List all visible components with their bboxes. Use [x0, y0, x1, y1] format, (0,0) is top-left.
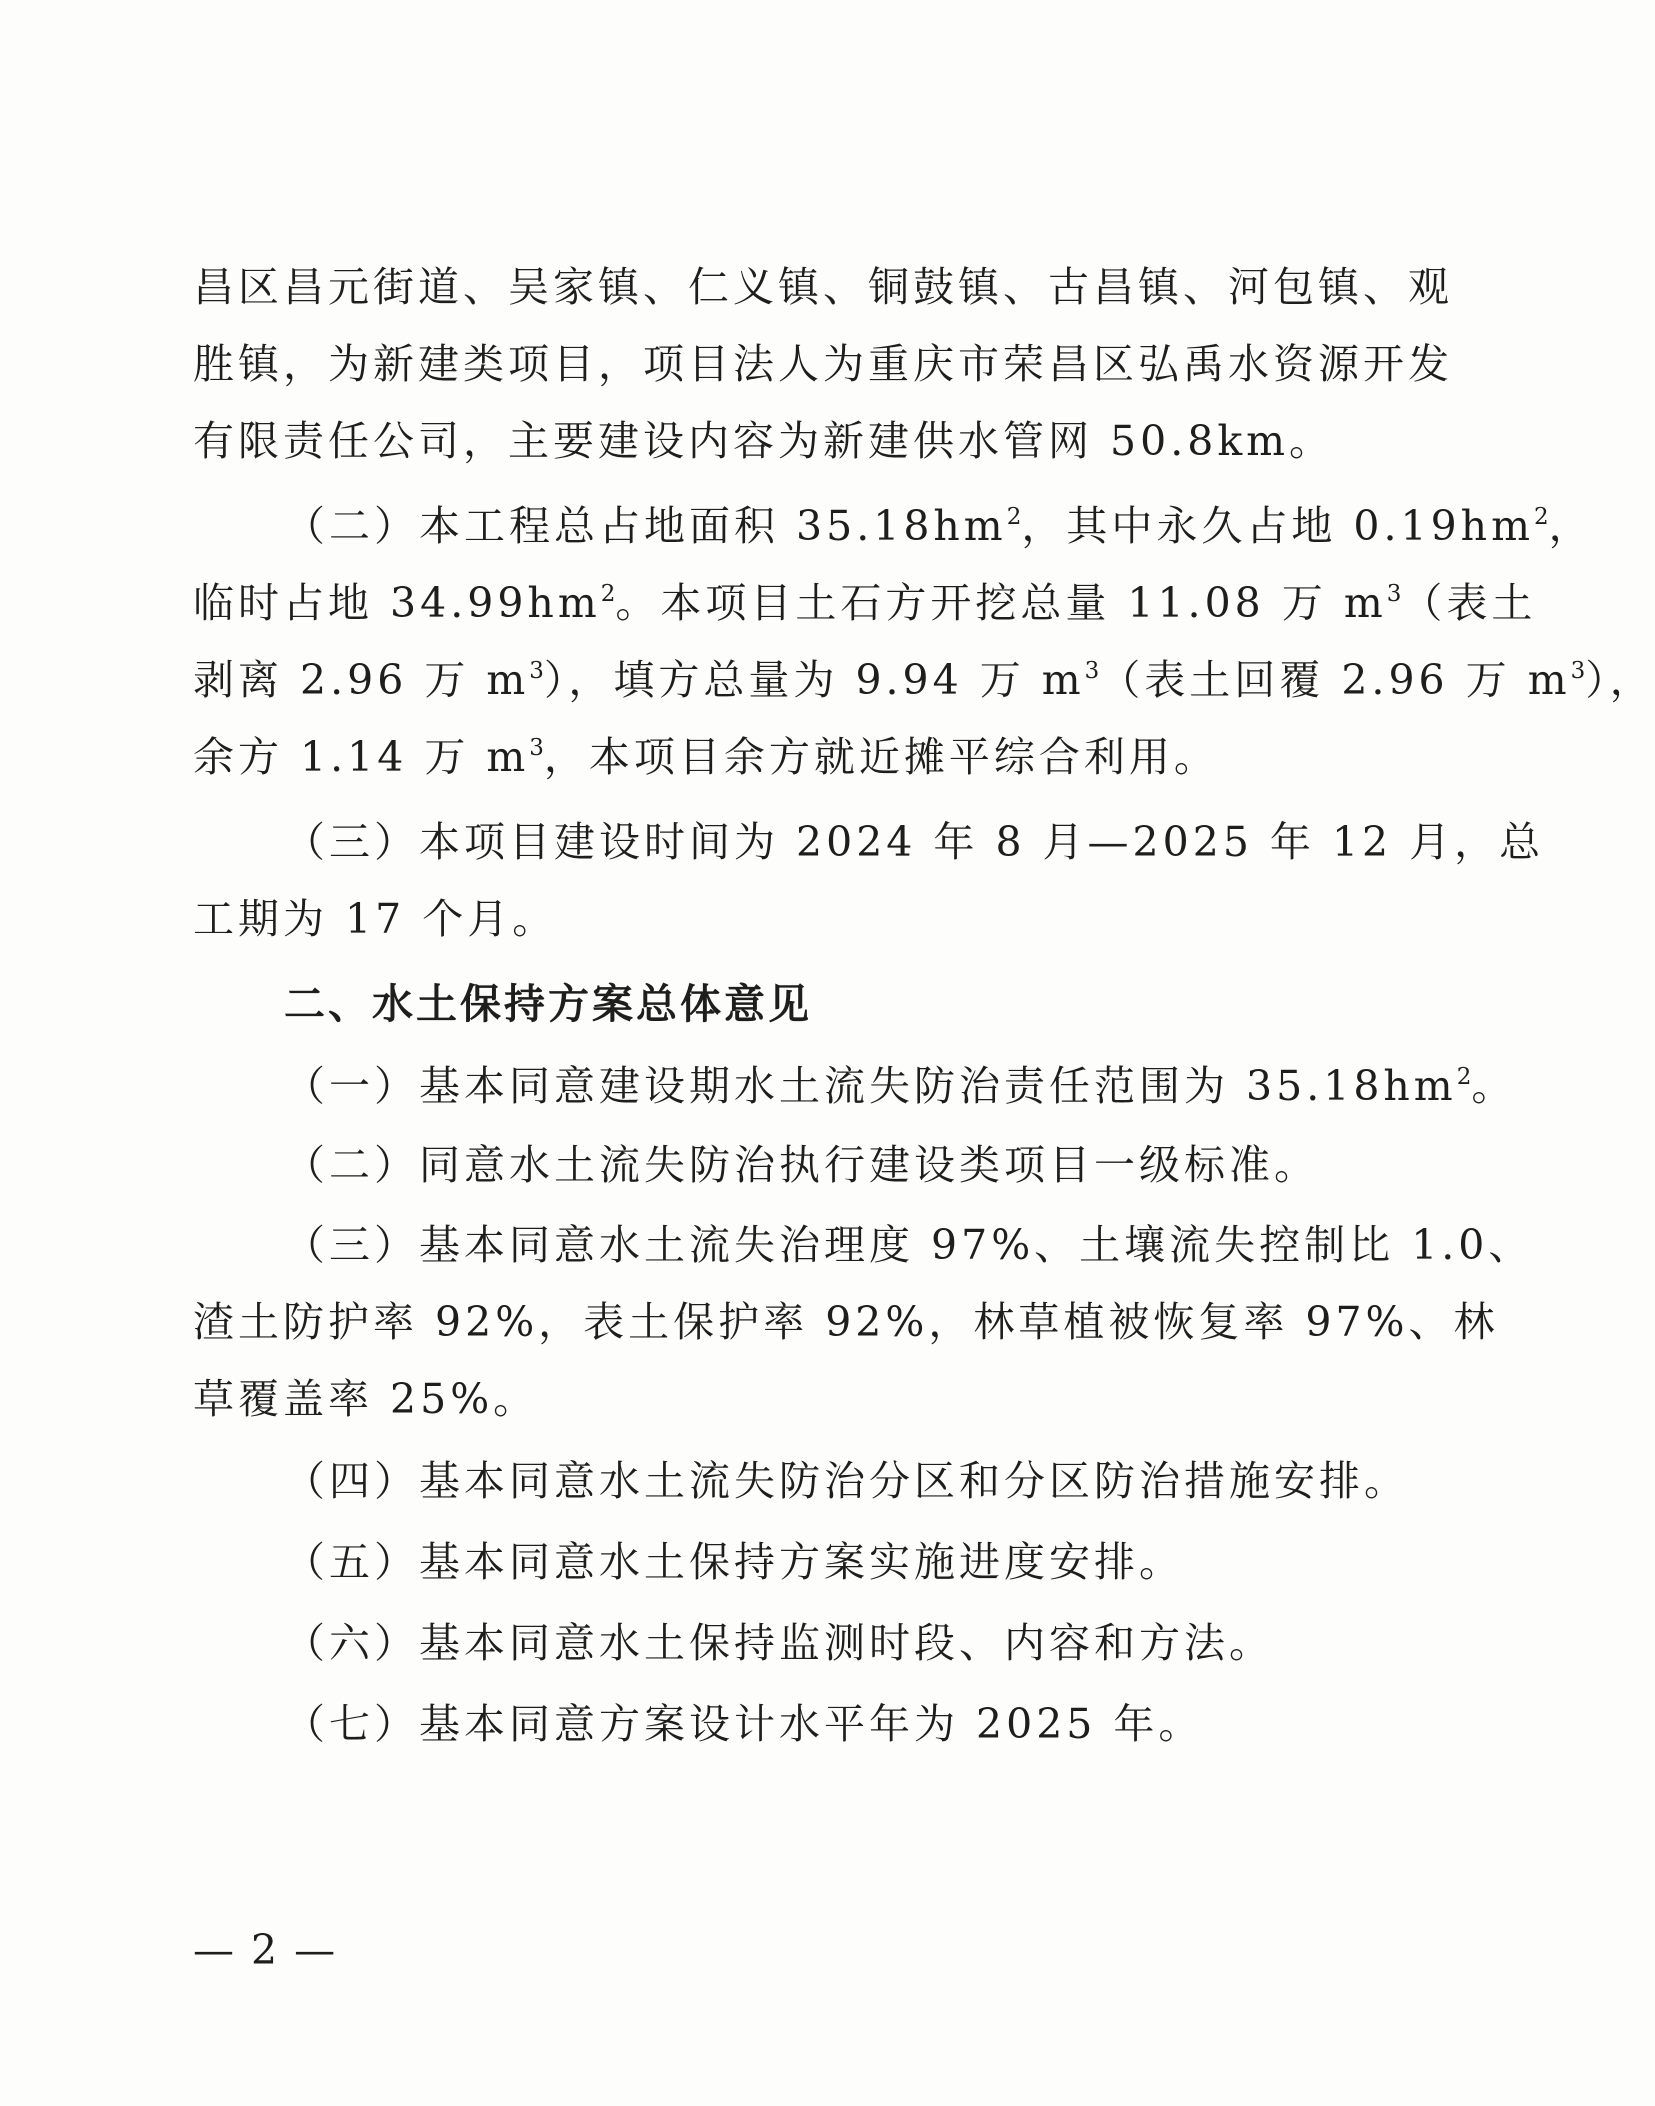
text-line: （七）基本同意方案设计水平年为 2025 年。 — [284, 1700, 1204, 1748]
text-line: （二）本工程总占地面积 $35.18hm^2$，其中永久占地 $0.19hm^2$， — [284, 502, 1594, 550]
text-line: （三）基本同意水土流失治理度 97%、土壤流失控制比 1.0、 — [284, 1221, 1534, 1269]
text-line: 临时占地 $34.99hm^2$。本项目土石方开挖总量 11.08 万 $m^3$（表土 — [193, 579, 1537, 627]
text-line: 昌区昌元街道、吴家镇、仁义镇、铜鼓镇、古昌镇、河包镇、观 — [193, 263, 1453, 311]
text-line: （五）基本同意水土保持方案实施进度安排。 — [284, 1538, 1184, 1586]
text-line: 草覆盖率 25%。 — [193, 1375, 539, 1423]
section-heading: 二、水土保持方案总体意见 — [284, 980, 812, 1028]
text-line: （一）基本同意建设期水土流失防治责任范围为 $35.18hm^2$。 — [284, 1062, 1517, 1110]
text-line: （四）基本同意水土流失防治分区和分区防治措施安排。 — [284, 1457, 1409, 1505]
text-line: （三）本项目建设时间为 2024 年 8 月—2025 年 12 月，总 — [284, 818, 1545, 866]
text-line: 剥离 2.96 万 $m^3$），填方总量为 9.94 万 $m^3$（表土回覆 2.96 万 $m^3$）， — [193, 656, 1655, 704]
text-line: （六）基本同意水土保持监测时段、内容和方法。 — [284, 1619, 1274, 1667]
text-line: 有限责任公司，主要建设内容为新建供水管网 50.8km。 — [193, 417, 1335, 465]
text-line: 余方 1.14 万 $m^3$，本项目余方就近摊平综合利用。 — [193, 733, 1219, 781]
page-number: — 2 — — [193, 1926, 338, 1974]
text-line: 渣土防护率 92%，表土保护率 92%，林草植被恢复率 97%、林 — [193, 1298, 1499, 1346]
text-line: 工期为 17 个月。 — [193, 895, 558, 943]
text-line: 胜镇，为新建类项目，项目法人为重庆市荣昌区弘禹水资源开发 — [193, 340, 1453, 388]
text-line: （二）同意水土流失防治执行建设类项目一级标准。 — [284, 1141, 1319, 1189]
